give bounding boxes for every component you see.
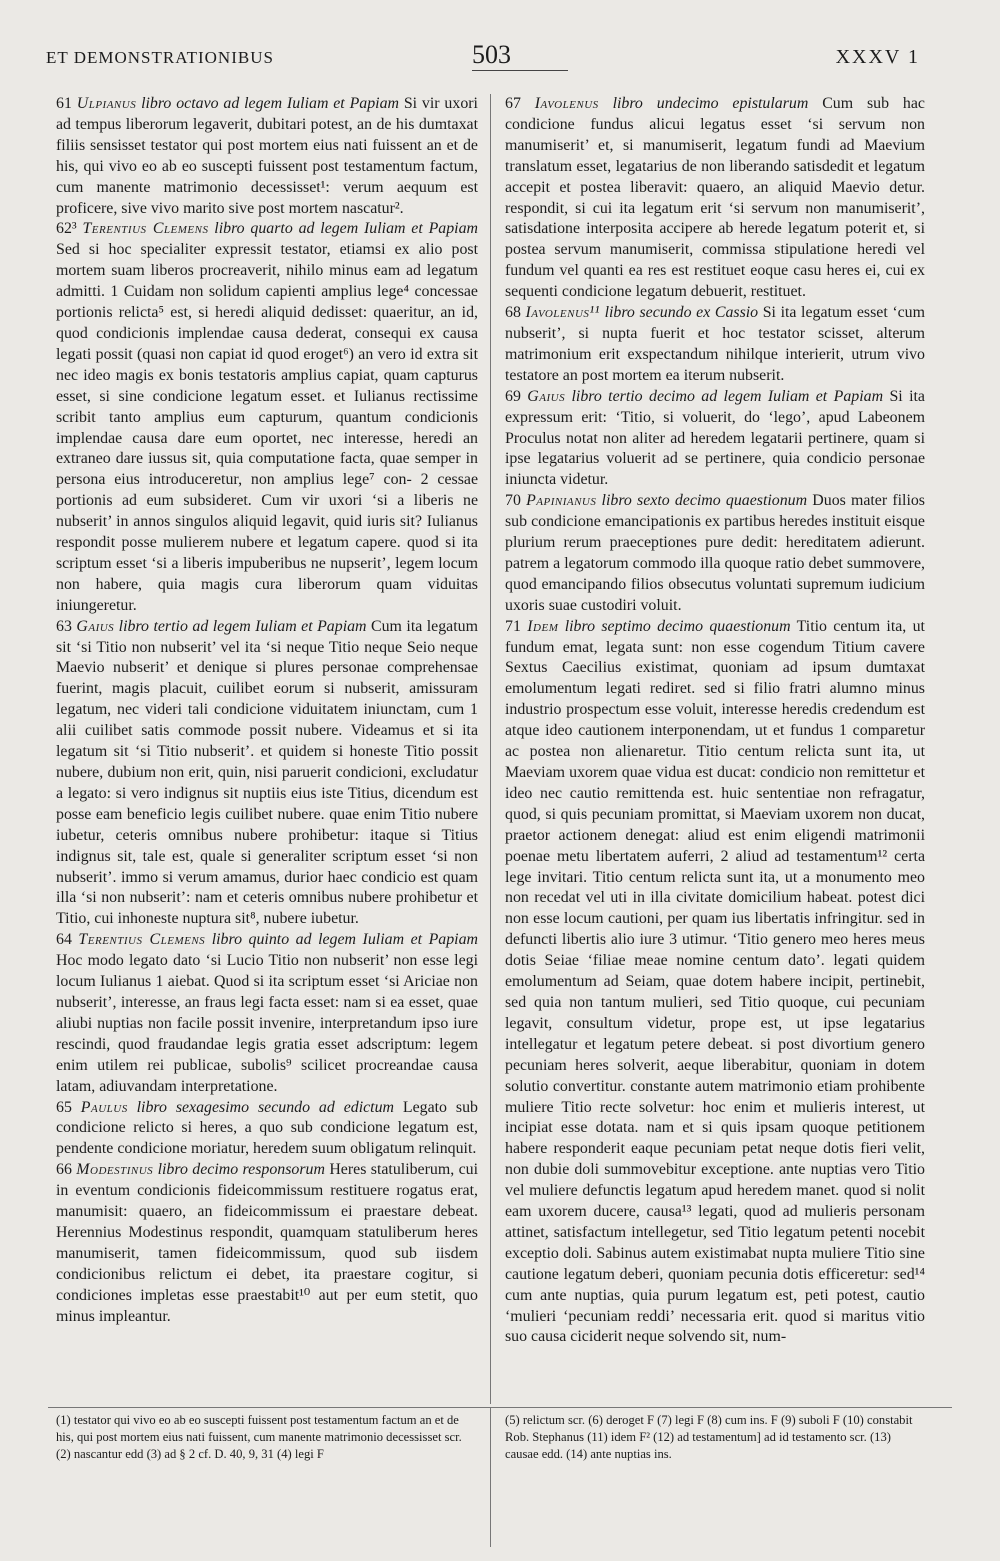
footnotes-right [505, 1412, 925, 1463]
fragment-paragraph [56, 1098, 478, 1161]
right-column [505, 94, 925, 1348]
fragment-author: Terentius Clemens [82, 220, 209, 238]
footnotes-left [56, 1412, 476, 1463]
fragment-text: Cum sub hac condicione fundus alicui legatus esset ‘si servum non manumiserit’ et, si manumiserit, legatum fundi ad Maevium translatum esset, legatarius de non liberando satisdedit et legatum accepit et postea liberavit: quaero, an aliquid Maevio detur. respondit, si cui ita legatum erit ‘si servum non manumiserit’, satisdatione interposita accipere ab herede legatum poterit et, si postea servum manumiserit, commissa stipulatione heredi vel fundum vel quanti ea res est restituet eoque casu heres ei, cui ex sequenti condicione legatum debuerit, restituet. [505, 95, 925, 301]
footnote-divider [490, 1407, 491, 1547]
fragment-text: Heres statuliberum, cui in eventum condicionis fideicommissum restituere rogatus erat, manumisit: quaero, an fideicommissum ei praestare debeat. Herennius Modestinus respondit, quamquam statuliberum heres manumiserit, tamen fideicommissum, quod sub iisdem condicionibus relictum ei debet, ita praestare cogitur, si condiciones impletas esse praestabit¹⁰ aut per eum stetit, quo minus impleantur. [56, 1161, 478, 1325]
fragment-source: libro tertio decimo ad legem Iuliam et Papiam [571, 387, 884, 405]
fragment-text: Si vir uxori ad tempus liberorum legaverit, dubitari potest, an de his dumtaxat filiis sensisset testator qui post mortem eius nati fuissent an et de his, qui vivo eo ab eo suscepti fuissent post testamentum factum, cum manente matrimonio decessisset¹: verum aequum est proficere, sive vivo marito sive post mortem nascatur². [56, 95, 478, 217]
footnote-block: (1) testator qui vivo eo ab eo suscepti fuissent post testamentum factum an et de his, qui post mortem eius nati fuissent, cum manente matrimonio decessisset scr. (2) nascantur edd (3) ad § 2 cf. D. 40, 9, 31 (4) legi F [56, 1413, 462, 1461]
fragment-author: Gaius [76, 617, 115, 635]
fragment-source: libro septimo decimo quaestionum [564, 617, 791, 635]
fragment-text: Hoc modo legato dato ‘si Lucio Titio non nubserit’ non esse legi locum Iulianus 1 aiebat. Quod si ita scriptum esset ‘si Ariciae non nubserit’, interesse, an fraus legi facta esset: nam si ea esset, quae aliubi nuptias non facile possit invenire, interpretandum ipso iure rescindi, quod fraudandae legis gratia esset adscriptum: legem enim utilem rei publicae, subolis⁹ scilicet procreandae causa latam, adiuvandam interpretatione. [56, 952, 478, 1095]
fragment-author: Papinianus [526, 492, 597, 510]
fragment-number: 68 [505, 304, 521, 322]
fragment-number: 69 [505, 387, 521, 405]
fragment-text: Si ita expressum erit: ‘Titio, si voluerit, do ‘lego’, apud Labeonem Proculus notat non aliter ad heredem legatarii pertinere, quam si ipse legatarius voluerit ad se pertinere, quia condicio personae iniuncta videtur. [505, 387, 925, 489]
fragment-source: libro sexto decimo quaestionum [601, 492, 808, 510]
fragment-text: Legato sub condicione relicto si heres, a quo sub condicione legatum est, pendente condicione moriatur, heredem suum obligatum relinquit. [56, 1098, 478, 1158]
fragment-number: 64 [56, 931, 72, 949]
fragment-paragraph [505, 617, 925, 1349]
fragment-paragraph [56, 219, 478, 616]
fragment-number: 62³ [56, 220, 77, 238]
page-number: 503 [472, 40, 511, 69]
fragment-author: Ulpianus [76, 95, 137, 112]
fragment-author: Gaius [527, 387, 566, 405]
fragment-number: 71 [505, 617, 521, 635]
fragment-source: libro undecimo epistularum [612, 95, 809, 112]
fragment-paragraph [505, 94, 925, 303]
fragment-source: libro tertio ad legem Iuliam et Papiam [118, 617, 367, 635]
fragment-source: libro sexagesimo secundo ad edictum [136, 1098, 394, 1116]
fragment-source: libro secundo ex Cassio [604, 304, 759, 322]
fragment-number: 63 [56, 617, 72, 635]
fragment-paragraph [56, 617, 478, 931]
fragment-text: Duos mater filios sub condicione emancipationis ex partibus heredes instituit eisque plurium rerum praeceptiones pure dedit: hereditatem adierunt. patrem a legatorum commodo illa quoque ratio debet summovere, quod emancipando filios obsecutus voluntati supremum iudicium uxoris suae custodiri voluit. [505, 492, 925, 614]
fragment-author: Modestinus [76, 1161, 154, 1179]
fragment-text: Cum ita legatum sit ‘si Titio non nubserit’ vel ita ‘si neque Titio neque Seio neque Maevio nubserit’ et denique si plures personae comprehensae fuerint, magis placuit, cuilibet eorum si nubserit, amissuram legatum, nec videri tali condicione viduitatem iniunctam, cum 1 alii cuilibet satis commode possit nubere. Videamus et si ita legatum sit ‘si Titio nubserit’. et quidem si honeste Titio possit nubere, dubium non erit, quin, nisi paruerit condicioni, excludatur a legato: si vero indignus sit nuptiis eius iste Titius, dicendum est posse eam beneficio legis cuilibet nubere. quae enim Titio nubere iubetur, ceteris omnibus nubere prohibetur: itaque si Titius indignus sit, tale est, quale si generaliter scriptum esset ‘si non nubserit’. immo si verum amamus, durior haec condicio est quam illa ‘si non nubserit’: nam et ceteris omnibus nubere prohibetur et Titio, cui inhoneste nuptura sit⁸, nubere iubetur. [56, 617, 478, 928]
fragment-source: libro octavo ad legem Iuliam et Papiam [141, 95, 399, 112]
fragment-paragraph [56, 1160, 478, 1327]
fragment-text: Sed si hoc specialiter expressit testator, etiamsi ex alio post mortem suam liberos procreaverit, nihilo minus eam ad legatum admitti. 1 Cuidam non solidum capienti amplius lege⁴ concessae portionis relicta⁵ est, si heredi aliquid dedisset: quaeritur, an id, quod condicionis implendae causa dederat, consequi ex causa legati possit (quasi non capiat id quod eroget⁶) an vero id extra sit nec ideo magis ex bonis testatoris amplius capiat, quam capturus esset, si sine condicione legatum esset. et Iulianus rectissime scribit tanto amplius eum capturum, quantum condicionis implendae causa dare eum oportet, nec interesse, heredi an extraneo dare iussus sit, quia computatione facta, quae semper in persona eius introduceretur, non amplius lege⁷ con- 2 cessae portionis ad eum subsideret. Cum vir uxori ‘si a liberis ne nubserit’ in annos singulos aliquid legavit, quid iuris sit? Iulianus respondit posse mulierem nubere et legatum capere. quod si ita scriptum esset ‘si a liberis impuberibus ne nupserit’, legem locum non habere, quia magis cura liberorum quam viduitas iniungeretur. [56, 241, 478, 614]
fragment-paragraph [505, 387, 925, 492]
fragment-number: 65 [56, 1098, 72, 1116]
fragment-text: Si ita legatum esset ‘cum nubserit’, si nupta fuerit et hoc testator scisset, alterum matrimonium erit exspectandum nihilque interierit, utrum vivo testatore an post mortem ea iterum nubserit. [505, 304, 925, 384]
fragment-number: 61 [56, 95, 72, 112]
left-column [56, 94, 478, 1327]
fragment-source: libro quarto ad legem Iuliam et Papiam [214, 220, 478, 238]
fragment-paragraph [56, 930, 478, 1097]
column-divider [490, 94, 491, 1404]
fragment-author: Terentius Clemens [78, 931, 206, 949]
fragment-text: Titio centum ita, ut fundum emat, legata sunt: non esse cogendum Titium cavere Sextus Caecilius existimat, quoniam ad ipsum dumtaxat emolumentum legati rediret. sed si filio fratri alumno minus industrio prospectum esse voluit, interesse heredis credendum est atque ideo cautionem interponendam, ut et fundus 1 comparetur ac postea non alienaretur. Titio centum relicta sunt ita, ut Maeviam uxorem quae vidua est ducat: condicio non remittetur et ideo nec cautio remittenda est. huic sententiae non refragatur, quod, si quis pecuniam promittat, si Maeviam uxorem non ducat, praetor actionem denegat: aliud est enim eligendi matrimonii poenae metu libertatem auferri, 2 aliud ad testamentum¹² certa lege invitari. Titio centum relicta sunt ita, ut a monumento meo non recedat vel uti in illa civitate domicilium habeat. potest dici non esse locum cautioni, per quam ius libertatis infringitur. sed in defuncti libertis alio iure 3 utimur. ‘Titio genero meo heres meus dotis Seiae ‘filiae meae nomine centum dato’. legati quidem emolumentum ad Seiam, quae dotem habere incipit, pertinebit, sed quia non tantum mulieri, sed Titio quoque, cui pecuniam legavit, consultum videtur, prope est, ut ipse legatarius intellegatur et legatum petere debeat. si post divortium genero pecuniam heres solverit, aeque liberabitur, quoniam in dotem solutio convertitur. constante autem matrimonio etiam prohibente muliere Titio recte solvetur: hoc enim et mulieris interest, ut incipiat esse dotata. nam et si quis ipsam quoque petitionem habere responderit eaque pecuniam petat neque dotis fieri velit, non dubie doli summovebitur exceptione. ante nuptias vero Titio vel muliere defunctis legatum apud heredem manet. quod si nolit eam uxorem ducere, causa¹³ legati, quod ad mulieris personam attinet, satisfactum intellegetur, sed Titio legatum petenti nocebit exceptio doli. Sabinus autem existimabat nupta muliere Titio sine cautione legatum deberi, quoniam pecunia dotis efficeretur: sed¹⁴ cum ante nuptias, quia purum legatum est, peti potest, cautio ‘mulieri ‘pecuniam reddi’ necessaria erit. quod si maritus vitio suo causa ciciderit neque solvendo sit, num- [505, 617, 925, 1346]
fragment-number: 67 [505, 95, 521, 112]
fragment-author: Idem [527, 617, 559, 635]
fragment-author: Paulus [80, 1098, 128, 1116]
running-header [0, 40, 1000, 80]
header-rule [472, 70, 568, 71]
fragment-paragraph [505, 303, 925, 387]
header-title: ET DEMONSTRATIONIBUS [46, 48, 274, 67]
fragment-number: 70 [505, 492, 521, 510]
footnote-block: (5) relictum scr. (6) deroget F (7) legi F (8) cum ins. F (9) suboli F (10) constabit Rob. Stephanus (11) idem F² (12) ad testamentum] ad id testamento scr. (13) causae edd. (14) ante nuptias ins. [505, 1413, 913, 1461]
fragment-source: libro quinto ad legem Iuliam et Papiam [211, 931, 478, 949]
fragment-author: Iavolenus¹¹ [525, 304, 600, 322]
fragment-number: 66 [56, 1161, 72, 1179]
footnote-rule [48, 1407, 952, 1408]
header-section: XXXV 1 [835, 46, 920, 68]
fragment-paragraph [505, 491, 925, 616]
fragment-author: Iavolenus [534, 95, 599, 112]
fragment-paragraph [56, 94, 478, 219]
fragment-source: libro decimo responsorum [157, 1161, 325, 1179]
